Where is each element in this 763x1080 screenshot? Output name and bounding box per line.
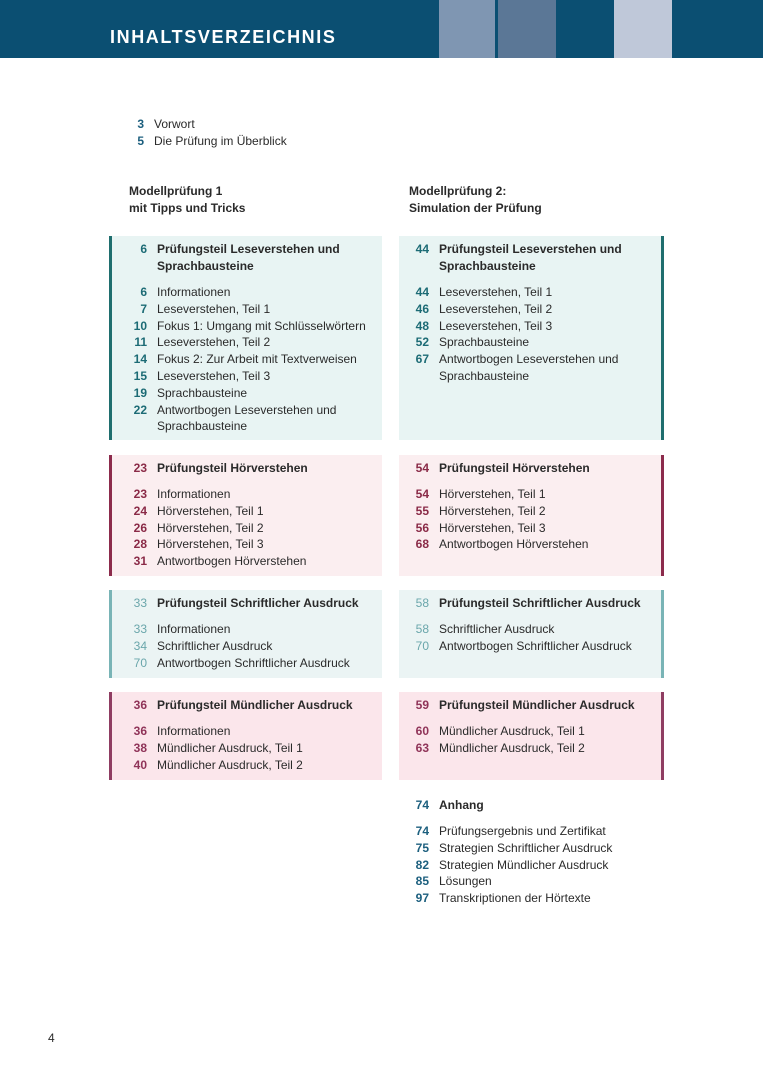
toc-entry[interactable] xyxy=(399,890,664,907)
section-hoerverstehen-2 xyxy=(399,455,664,576)
toc-entry-label: Hörverstehen, Teil 3 xyxy=(439,520,546,535)
toc-entry[interactable] xyxy=(117,385,382,402)
section-heading[interactable] xyxy=(399,797,664,814)
toc-page-number: 70 xyxy=(415,638,429,653)
section-page-number: 58 xyxy=(415,596,429,610)
toc-page-number: 14 xyxy=(133,352,147,367)
section-title: Prüfungsteil Schriftlicher Ausdruck xyxy=(439,596,641,610)
column-title-modellpruefung-2 xyxy=(409,183,542,216)
toc-entry[interactable] xyxy=(399,351,661,385)
toc-entry-label: Mündlicher Ausdruck, Teil 2 xyxy=(439,740,585,755)
toc-entry-label: Antwortbogen Hörverstehen xyxy=(157,554,307,569)
toc-entry-label: Hörverstehen, Teil 2 xyxy=(439,503,546,518)
page-header xyxy=(0,0,763,58)
toc-entry-label: Antwortbogen Hörverstehen xyxy=(439,537,589,552)
toc-entry[interactable] xyxy=(117,740,382,757)
toc-entry-label: Fokus 2: Zur Arbeit mit Textverweisen xyxy=(157,352,357,367)
toc-page-number: 31 xyxy=(133,554,147,569)
toc-entry[interactable] xyxy=(399,318,661,335)
toc-entry[interactable] xyxy=(117,553,382,570)
section-heading[interactable] xyxy=(117,595,382,612)
header-color-block xyxy=(439,0,495,58)
header-color-block xyxy=(557,0,613,58)
toc-entry[interactable] xyxy=(117,284,382,301)
toc-page-number: 68 xyxy=(415,537,429,552)
toc-page-number: 19 xyxy=(133,385,147,400)
toc-entry[interactable] xyxy=(399,638,661,655)
section-page-number: 33 xyxy=(133,596,147,610)
toc-page-number: 15 xyxy=(133,368,147,383)
toc-entry[interactable] xyxy=(117,757,382,774)
toc-page-number: 23 xyxy=(133,487,147,501)
intro-list xyxy=(114,116,434,150)
toc-page-number: 58 xyxy=(415,622,429,636)
section-title: Prüfungsteil Hörverstehen xyxy=(157,461,308,475)
toc-entry-label: Leseverstehen, Teil 2 xyxy=(439,301,553,316)
section-title: Prüfungsteil Mündlicher Ausdruck xyxy=(439,698,635,712)
toc-entry-label: Hörverstehen, Teil 2 xyxy=(157,520,264,535)
toc-entry-label: Schriftlicher Ausdruck xyxy=(157,638,273,653)
toc-entry[interactable] xyxy=(114,116,434,133)
toc-entry[interactable] xyxy=(399,284,661,301)
section-muendlicher-ausdruck-2 xyxy=(399,692,664,780)
toc-entry-label: Informationen xyxy=(157,285,231,299)
toc-entry-label: Antwortbogen Schriftlicher Ausdruck xyxy=(439,638,632,653)
toc-entry-label: Leseverstehen, Teil 2 xyxy=(157,335,271,350)
column-title-line: mit Tipps und Tricks xyxy=(129,200,246,215)
column-title-modellpruefung-1 xyxy=(129,183,245,216)
toc-entry[interactable] xyxy=(399,840,664,857)
toc-entry[interactable] xyxy=(114,133,434,150)
toc-entry-label: Leseverstehen, Teil 3 xyxy=(439,318,553,333)
toc-page-number: 56 xyxy=(415,520,429,535)
toc-entry-label: Die Prüfung im Überblick xyxy=(154,133,287,148)
toc-entry[interactable] xyxy=(117,638,382,655)
section-schriftlicher-ausdruck-1 xyxy=(109,590,382,678)
toc-page-number: 60 xyxy=(415,724,429,738)
toc-page-number: 28 xyxy=(133,537,147,552)
toc-page-number: 5 xyxy=(137,133,144,148)
toc-page-number: 52 xyxy=(415,335,429,350)
toc-page-number: 3 xyxy=(137,117,144,131)
toc-entry[interactable] xyxy=(399,723,661,740)
toc-page-number: 34 xyxy=(133,638,147,653)
section-leseverstehen-1 xyxy=(109,236,382,440)
toc-page-number: 97 xyxy=(415,891,429,906)
section-page-number: 59 xyxy=(415,698,429,712)
toc-entry-label: Mündlicher Ausdruck, Teil 2 xyxy=(157,757,303,772)
toc-page-number: 63 xyxy=(415,740,429,755)
toc-page-number: 40 xyxy=(133,757,147,772)
toc-entry[interactable] xyxy=(117,368,382,385)
section-page-number: 6 xyxy=(140,242,147,256)
toc-entry-label: Leseverstehen, Teil 1 xyxy=(157,301,271,316)
toc-entry-label: Informationen xyxy=(157,724,231,738)
toc-entry[interactable] xyxy=(117,301,382,318)
toc-entry-label: Informationen xyxy=(157,487,231,501)
toc-entry-label: Leseverstehen, Teil 3 xyxy=(157,368,271,383)
toc-page-number: 54 xyxy=(415,487,429,501)
section-heading[interactable] xyxy=(399,460,661,477)
toc-entry[interactable] xyxy=(399,503,661,520)
toc-entry[interactable] xyxy=(117,486,382,503)
toc-entry[interactable] xyxy=(117,723,382,740)
page-number: 4 xyxy=(48,1031,55,1045)
toc-page-number: 48 xyxy=(415,318,429,333)
toc-entry-label: Hörverstehen, Teil 1 xyxy=(439,487,546,501)
toc-page-number: 70 xyxy=(133,655,147,670)
section-title: Prüfungsteil Mündlicher Ausdruck xyxy=(157,698,353,712)
toc-entry-label: Leseverstehen, Teil 1 xyxy=(439,285,553,299)
toc-entry[interactable] xyxy=(399,536,661,553)
toc-page-number: 24 xyxy=(133,503,147,518)
section-muendlicher-ausdruck-1 xyxy=(109,692,382,780)
toc-page-number: 82 xyxy=(415,857,429,872)
toc-page-number: 6 xyxy=(140,285,147,299)
column-title-line: Modellprüfung 1 xyxy=(129,184,223,198)
toc-page-number: 36 xyxy=(133,724,147,738)
toc-entry[interactable] xyxy=(117,621,382,638)
page-title: INHALTSVERZEICHNIS xyxy=(110,27,337,47)
section-title: Anhang xyxy=(439,798,484,812)
section-schriftlicher-ausdruck-2 xyxy=(399,590,664,678)
toc-entry[interactable] xyxy=(399,823,664,840)
section-heading[interactable] xyxy=(117,241,382,275)
toc-page-number: 55 xyxy=(415,503,429,518)
section-title: Prüfungsteil Leseverstehen und Sprachbausteine xyxy=(439,242,622,273)
toc-page-number: 26 xyxy=(133,520,147,535)
toc-entry[interactable] xyxy=(399,334,661,351)
toc-entry-label: Antwortbogen Leseverstehen und Sprachbausteine xyxy=(439,352,619,383)
toc-entry-label: Transkriptionen der Hörtexte xyxy=(439,891,591,906)
toc-entry-label: Sprachbausteine xyxy=(439,335,530,350)
section-hoerverstehen-1 xyxy=(109,455,382,576)
section-page-number: 74 xyxy=(415,798,429,812)
section-heading[interactable] xyxy=(399,595,661,612)
toc-entry[interactable] xyxy=(117,655,382,672)
toc-entry[interactable] xyxy=(117,351,382,368)
toc-entry[interactable] xyxy=(399,873,664,890)
section-anhang xyxy=(399,797,664,907)
toc-page-number: 7 xyxy=(140,301,147,316)
toc-entry-label: Mündlicher Ausdruck, Teil 1 xyxy=(439,724,585,738)
toc-entry-label: Schriftlicher Ausdruck xyxy=(439,622,555,636)
toc-entry[interactable] xyxy=(399,520,661,537)
toc-entry[interactable] xyxy=(117,334,382,351)
toc-page-number: 10 xyxy=(133,318,147,333)
toc-entry[interactable] xyxy=(399,301,661,318)
toc-entry-label: Prüfungsergebnis und Zertifikat xyxy=(439,824,606,838)
toc-entry[interactable] xyxy=(399,857,664,874)
toc-page-number: 46 xyxy=(415,301,429,316)
section-heading[interactable] xyxy=(117,697,382,714)
toc-entry-label: Vorwort xyxy=(154,117,195,131)
section-page-number: 44 xyxy=(415,242,429,256)
toc-page-number: 74 xyxy=(415,824,429,838)
toc-entry-label: Hörverstehen, Teil 1 xyxy=(157,503,264,518)
toc-entry-label: Strategien Schriftlicher Ausdruck xyxy=(439,840,613,855)
toc-entry[interactable] xyxy=(399,740,661,757)
toc-entry[interactable] xyxy=(117,402,382,436)
section-page-number: 36 xyxy=(133,698,147,712)
section-title: Prüfungsteil Hörverstehen xyxy=(439,461,590,475)
column-title-line: Simulation der Prüfung xyxy=(409,200,542,215)
toc-page-number: 22 xyxy=(133,402,147,417)
header-color-block xyxy=(498,0,556,58)
toc-page-number: 38 xyxy=(133,740,147,755)
toc-page-number: 33 xyxy=(133,622,147,636)
toc-page-number: 67 xyxy=(415,352,429,367)
toc-entry[interactable] xyxy=(399,486,661,503)
toc-entry[interactable] xyxy=(117,520,382,537)
toc-entry[interactable] xyxy=(117,503,382,520)
toc-page-number: 85 xyxy=(415,874,429,889)
section-heading[interactable] xyxy=(399,697,661,714)
section-heading[interactable] xyxy=(399,241,661,275)
toc-entry[interactable] xyxy=(117,536,382,553)
section-page-number: 23 xyxy=(133,461,147,475)
toc-entry[interactable] xyxy=(399,621,661,638)
toc-page-number: 44 xyxy=(415,285,429,299)
toc-entry-label: Antwortbogen Schriftlicher Ausdruck xyxy=(157,655,350,670)
section-leseverstehen-2 xyxy=(399,236,664,440)
section-heading[interactable] xyxy=(117,460,382,477)
section-page-number: 54 xyxy=(415,461,429,475)
toc-entry-label: Sprachbausteine xyxy=(157,385,248,400)
toc-entry-label: Mündlicher Ausdruck, Teil 1 xyxy=(157,740,303,755)
header-color-block xyxy=(614,0,672,58)
toc-entry-label: Antwortbogen Leseverstehen und Sprachbausteine xyxy=(157,402,337,434)
toc-entry[interactable] xyxy=(117,318,382,335)
section-title: Prüfungsteil Leseverstehen und Sprachbausteine xyxy=(157,242,340,273)
column-title-line: Modellprüfung 2: xyxy=(409,184,507,198)
toc-entry-label: Strategien Mündlicher Ausdruck xyxy=(439,857,609,872)
toc-entry-label: Lösungen xyxy=(439,874,492,889)
toc-entry-label: Informationen xyxy=(157,622,231,636)
toc-page-number: 75 xyxy=(415,840,429,855)
toc-entry-label: Fokus 1: Umgang mit Schlüsselwörtern xyxy=(157,318,366,333)
toc-page-number: 11 xyxy=(134,335,147,350)
toc-entry-label: Hörverstehen, Teil 3 xyxy=(157,537,264,552)
section-title: Prüfungsteil Schriftlicher Ausdruck xyxy=(157,596,359,610)
